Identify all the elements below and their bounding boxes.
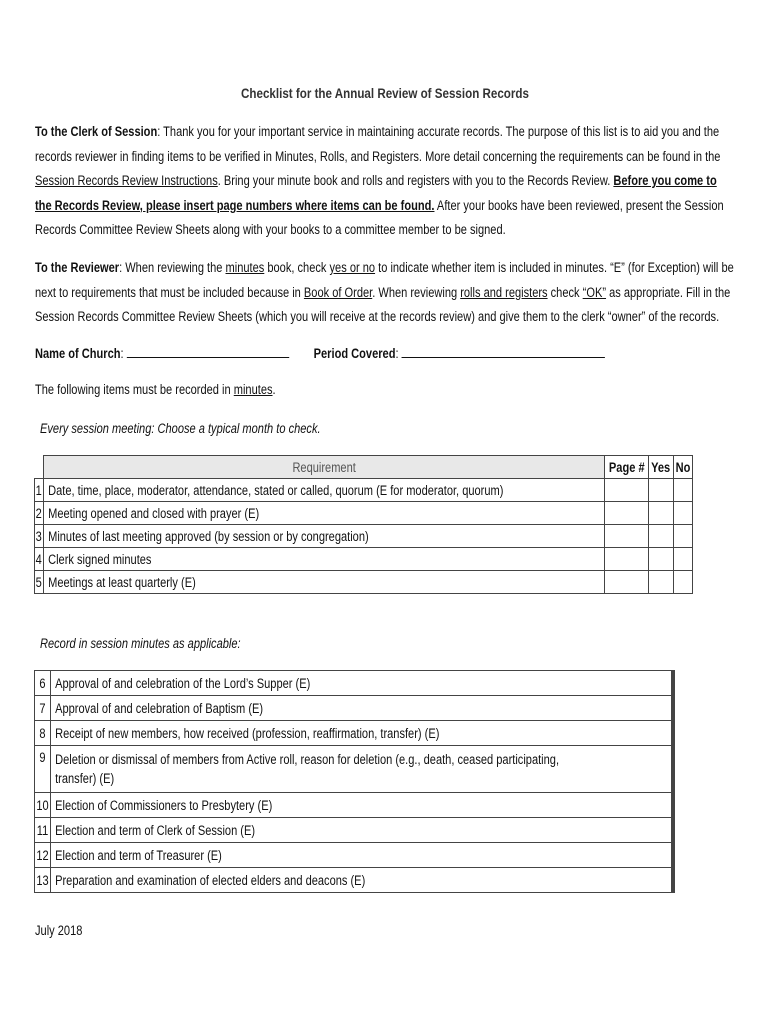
- section2-heading: [40, 632, 740, 657]
- table1-row: [35, 479, 693, 502]
- yes-cell[interactable]: [649, 479, 673, 502]
- requirement-text: Election and term of Treasurer (E): [51, 843, 672, 868]
- reviewer-text-2: book, check: [264, 260, 330, 275]
- intro-text-2: .: [272, 382, 276, 397]
- page-cell[interactable]: [604, 525, 649, 548]
- table1-row: [35, 525, 693, 548]
- item-number: 5: [35, 571, 44, 594]
- table1-row: [35, 571, 693, 594]
- yes-cell[interactable]: [649, 525, 673, 548]
- no-cell[interactable]: [673, 502, 692, 525]
- requirement-text: Minutes of last meeting approved (by session or by congregation): [43, 525, 604, 548]
- intro-u1: minutes: [233, 382, 273, 397]
- no-cell[interactable]: [673, 671, 674, 696]
- item-number: 9: [35, 746, 51, 793]
- requirement-text: Approval of and celebration of the Lord’s Supper (E): [51, 671, 672, 696]
- item-number: 6: [35, 671, 51, 696]
- no-cell[interactable]: [673, 843, 674, 868]
- item-number: 2: [35, 502, 44, 525]
- yes-cell[interactable]: [649, 502, 673, 525]
- requirement-text: Clerk signed minutes: [43, 548, 604, 571]
- requirement-text: Meetings at least quarterly (E): [43, 571, 604, 594]
- period-colon: :: [395, 346, 399, 361]
- no-cell[interactable]: [673, 696, 674, 721]
- reviewer-u4: rolls and registers: [460, 284, 548, 300]
- reviewer-u3: Book of Order: [303, 284, 373, 300]
- church-name-field[interactable]: [127, 345, 289, 358]
- church-colon: :: [120, 346, 124, 361]
- section2-heading-text: Record in session minutes as applicable:: [40, 636, 241, 651]
- table2-row: [35, 818, 675, 843]
- item-number: 1: [35, 479, 44, 502]
- yes-cell[interactable]: [649, 571, 673, 594]
- table1-row: [35, 502, 693, 525]
- section1-heading: [40, 417, 740, 442]
- church-label: Name of Church: [35, 346, 121, 361]
- requirement-text: Election of Commissioners to Presbytery (E): [51, 793, 672, 818]
- no-cell[interactable]: [673, 571, 692, 594]
- item-number: 10: [35, 793, 51, 818]
- header-page: Page #: [604, 456, 649, 479]
- requirement-text: Deletion or dismissal of members from Active roll, reason for deletion (e.g., death, ceased participating, transfer) (E): [51, 746, 672, 793]
- item-number: 7: [35, 696, 51, 721]
- table2-row: [35, 843, 675, 868]
- footer-date: July 2018: [35, 923, 83, 938]
- no-cell[interactable]: [673, 548, 692, 571]
- requirement-text: Preparation and examination of elected elders and deacons (E): [51, 868, 672, 893]
- no-cell[interactable]: [673, 746, 674, 793]
- no-cell[interactable]: [673, 868, 674, 893]
- no-cell[interactable]: [673, 721, 674, 746]
- item-number: 12: [35, 843, 51, 868]
- intro-text-1: The following items must be recorded in: [35, 382, 234, 397]
- table2-row: [35, 696, 675, 721]
- item-number: 11: [35, 818, 51, 843]
- reviewer-text-3: to indicate whether item is included in minutes. “E” (for Exception) will be next to requirements that must be included because in: [35, 260, 734, 300]
- reviewer-text-5: check: [547, 284, 583, 300]
- intro-line: [35, 378, 735, 403]
- document-title: Checklist for the Annual Review of Session Records: [241, 86, 529, 101]
- reviewer-text-1: : When reviewing the: [119, 260, 226, 275]
- page-cell[interactable]: [604, 502, 649, 525]
- header-yes: Yes: [649, 456, 673, 479]
- clerk-bold-note: Before you come to the Records Review, please insert page numbers where items can be found.: [35, 173, 717, 213]
- item-number: 4: [35, 548, 44, 571]
- header-requirement: Requirement: [43, 456, 604, 479]
- table2-row: [35, 868, 675, 893]
- clerk-text-1: : Thank you for your important service in maintaining accurate records. The purpose of this list is to aid you and the records reviewer in finding items to be verified in Minutes, Rolls, and Registers. More detail concerning the requirements can be found in the: [35, 124, 721, 164]
- checklist-table-1: [34, 455, 693, 594]
- reviewer-u5: “OK”: [582, 284, 607, 300]
- table2-row: [35, 721, 675, 746]
- table1-row: [35, 548, 693, 571]
- header-num-cell: [35, 456, 44, 479]
- section1-heading-text: Every session meeting: Choose a typical month to check.: [40, 421, 321, 436]
- requirement-text: Meeting opened and closed with prayer (E): [43, 502, 604, 525]
- page-cell[interactable]: [604, 571, 649, 594]
- clerk-label: To the Clerk of Session: [35, 124, 158, 139]
- reviewer-text-4: . When reviewing: [372, 284, 461, 300]
- page-cell[interactable]: [604, 479, 649, 502]
- instructions-link[interactable]: Session Records Review Instructions: [35, 173, 218, 188]
- reviewer-u1: minutes: [225, 260, 265, 275]
- item-number: 3: [35, 525, 44, 548]
- fields-row: [35, 342, 735, 367]
- no-cell[interactable]: [673, 818, 674, 843]
- no-cell[interactable]: [673, 793, 674, 818]
- table2-row: [35, 746, 675, 793]
- table2-row: [35, 793, 675, 818]
- reviewer-paragraph: [35, 256, 735, 330]
- requirement-text: Date, time, place, moderator, attendance, stated or called, quorum (E for moderator, quorum): [43, 479, 604, 502]
- clerk-text-3: After your books have been reviewed, present the Session Records Committee Review Sheets along with your books to a committee member to be signed.: [35, 197, 724, 237]
- yes-cell[interactable]: [649, 548, 673, 571]
- checklist-table-2: [34, 670, 675, 893]
- period-label: Period Covered: [313, 346, 396, 361]
- table2-row: [35, 671, 675, 696]
- period-covered-field[interactable]: [402, 345, 605, 358]
- requirement-text: Election and term of Clerk of Session (E): [51, 818, 672, 843]
- table-header-row: [35, 456, 693, 479]
- page-cell[interactable]: [604, 548, 649, 571]
- header-no: No: [673, 456, 692, 479]
- requirement-text: Approval of and celebration of Baptism (E): [51, 696, 672, 721]
- item-number: 8: [35, 721, 51, 746]
- reviewer-u2: yes or no: [329, 260, 376, 275]
- clerk-text-2: . Bring your minute book and rolls and registers with you to the Records Review.: [217, 173, 614, 188]
- reviewer-label: To the Reviewer: [35, 260, 120, 275]
- reviewer-text-6: as appropriate. Fill in the Session Records Committee Review Sheets (which you will receive at the records review) and give them to the clerk “owner” of the records.: [35, 284, 731, 324]
- requirement-text: Receipt of new members, how received (profession, reaffirmation, transfer) (E): [51, 721, 672, 746]
- no-cell[interactable]: [673, 479, 692, 502]
- no-cell[interactable]: [673, 525, 692, 548]
- item-number: 13: [35, 868, 51, 893]
- clerk-paragraph: [35, 120, 735, 243]
